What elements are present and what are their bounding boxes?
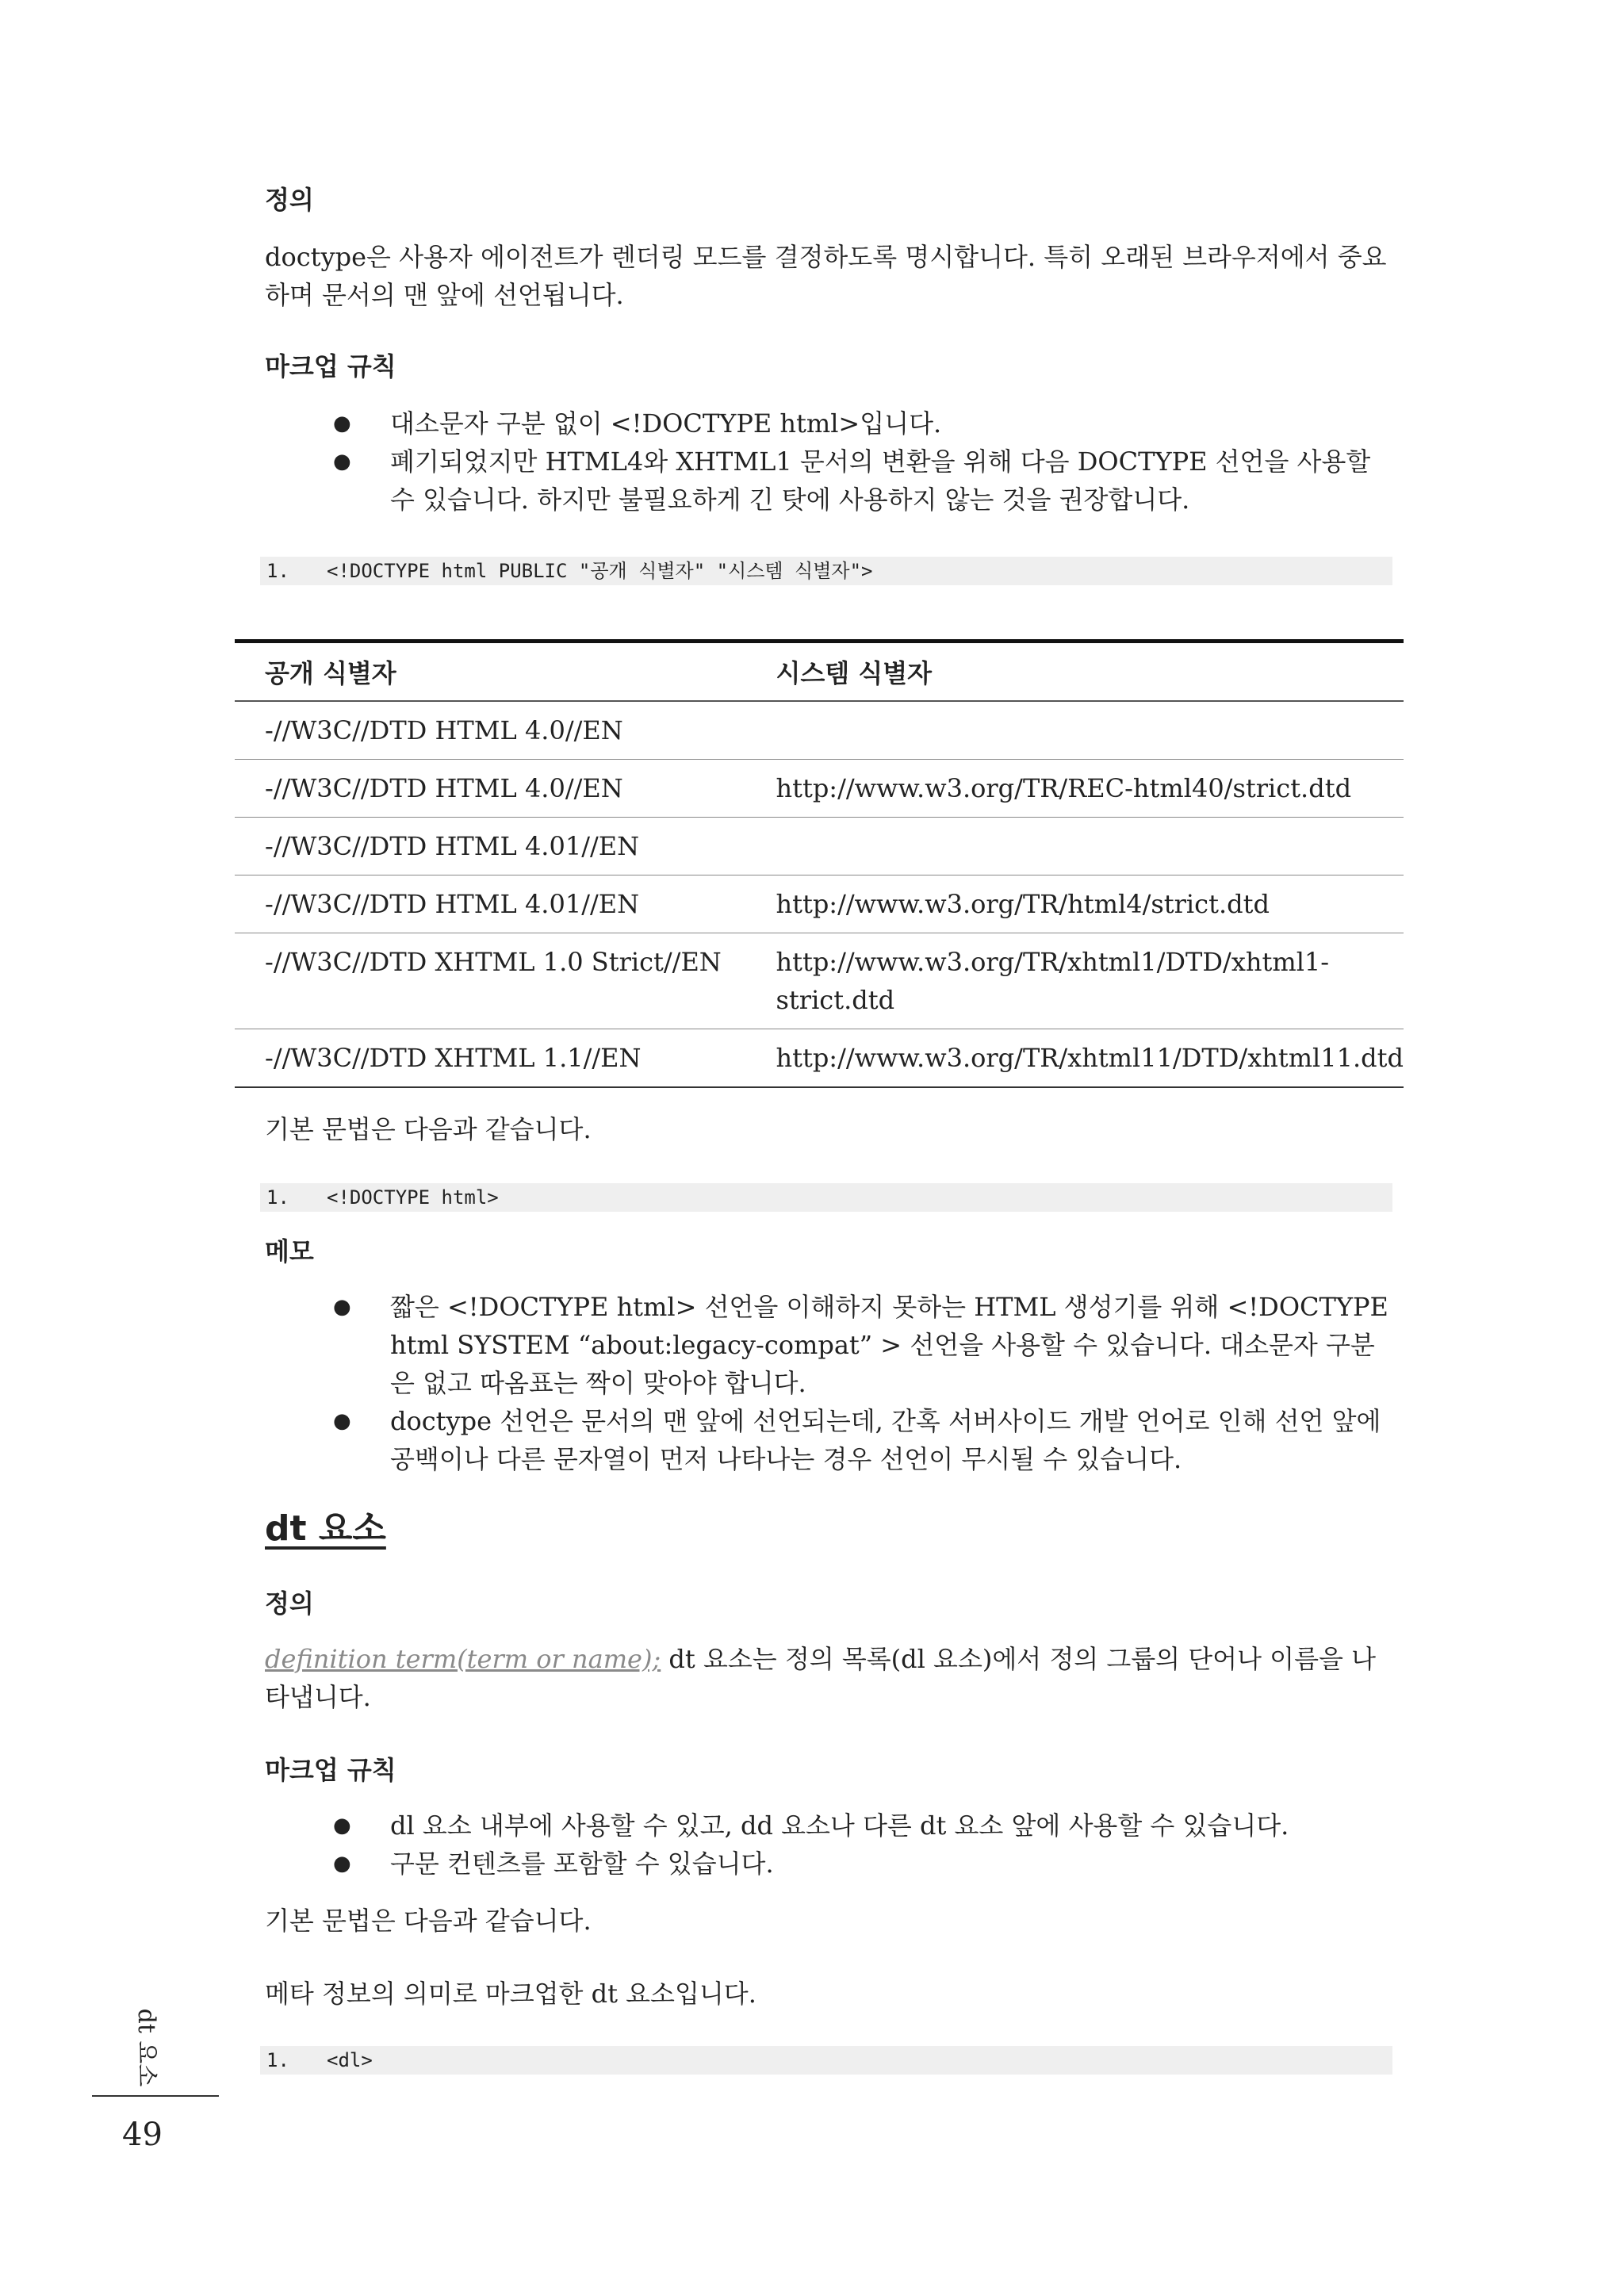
table-header-row xyxy=(235,642,1404,702)
table-header-public-id: 공개 식별자 xyxy=(235,642,745,702)
code-block-dl xyxy=(260,2046,1392,2075)
table-row xyxy=(235,933,1404,1029)
markup-rule-item: ● 구문 컨텐츠를 포함할 수 있습니다. xyxy=(333,1845,1391,1883)
memo-item: ● doctype 선언은 문서의 맨 앞에 선언되는데, 간혹 서버사이드 개발 언어로 인해 선언 앞에 공백이나 다른 문자열이 먼저 나타나는 경우 선언이 무시될 수 있습니다. xyxy=(333,1402,1391,1478)
doctype-identifier-table xyxy=(235,639,1404,1088)
basic-syntax-text: 기본 문법은 다음과 같습니다. xyxy=(265,1114,592,1144)
definition-text: doctype은 사용자 에이전트가 렌더링 모드를 결정하도록 명시합니다. 특히 오래된 브라우저에서 중요하며 문서의 맨 앞에 선언됩니다. xyxy=(265,242,1387,310)
system-id-cell: http://www.w3.org/TR/REC-html40/strict.dtd xyxy=(745,760,1404,818)
memo-list xyxy=(333,1288,1391,1478)
markup-rule-item: ● 대소문자 구분 없이 <!DOCTYPE html>입니다. xyxy=(333,404,1391,443)
dt-definition-heading: 정의 xyxy=(265,1588,314,1619)
code-line-number: 1. xyxy=(266,560,289,582)
code-block-doctype-html xyxy=(260,1183,1392,1212)
system-id-cell: http://www.w3.org/TR/html4/strict.dtd xyxy=(745,875,1404,933)
table-row xyxy=(235,760,1404,818)
memo-heading: 메모 xyxy=(265,1236,314,1266)
public-id-cell: -//W3C//DTD HTML 4.01//EN xyxy=(235,875,745,933)
markup-rule-item: ● 폐기되었지만 HTML4와 XHTML1 문서의 변환을 위해 다음 DOCTYPE 선언을 사용할 수 있습니다. 하지만 불필요하게 긴 탓에 사용하지 않는 것을 권장합니다. xyxy=(333,443,1391,519)
code-line-number: 1. xyxy=(266,1186,289,1209)
definition-heading: 정의 xyxy=(265,185,314,215)
public-id-cell: -//W3C//DTD XHTML 1.0 Strict//EN xyxy=(235,933,745,1029)
side-section-label xyxy=(133,2000,165,2095)
dt-definition-body: dt 요소는 정의 목록(dl 요소)에서 정의 그룹의 단어나 이름을 나타냅니다. xyxy=(265,1644,1376,1712)
markup-rules-heading: 마크업 규칙 xyxy=(265,351,396,381)
memo-item: ● 짧은 <!DOCTYPE html> 선언을 이해하지 못하는 HTML 생성기를 위해 <!DOCTYPE html SYSTEM “about:legacy-compat” > 선언을 사용할 수 있습니다. 대소문자 구분은 없고 따옴표는 짝이 맞아야 합니다. xyxy=(333,1288,1391,1402)
footer-divider xyxy=(92,2095,219,2097)
markup-rule-item: ● dl 요소 내부에 사용할 수 있고, dd 요소나 다른 dt 요소 앞에 사용할 수 있습니다. xyxy=(333,1806,1391,1845)
system-id-cell: http://www.w3.org/TR/xhtml1/DTD/xhtml1-strict.dtd xyxy=(745,933,1404,1029)
code-line-number: 1. xyxy=(266,2049,289,2071)
public-id-cell: -//W3C//DTD HTML 4.01//EN xyxy=(235,818,745,875)
code-line-text: <!DOCTYPE html PUBLIC "공개 식별자" "시스템 식별자"> xyxy=(327,560,873,582)
public-id-cell: -//W3C//DTD HTML 4.0//EN xyxy=(235,760,745,818)
code-line-text: <dl> xyxy=(327,2049,373,2071)
dt-markup-rules-heading: 마크업 규칙 xyxy=(265,1755,396,1785)
system-id-cell: http://www.w3.org/TR/xhtml11/DTD/xhtml11.dtd xyxy=(745,1029,1404,1088)
table-row xyxy=(235,818,1404,875)
table-row xyxy=(235,701,1404,760)
markup-rules-list xyxy=(333,404,1391,519)
system-id-cell xyxy=(745,701,1404,760)
system-id-cell xyxy=(745,818,1404,875)
code-line-text: <!DOCTYPE html> xyxy=(327,1186,499,1209)
dt-markup-rules-list xyxy=(333,1806,1391,1883)
public-id-cell: -//W3C//DTD HTML 4.0//EN xyxy=(235,701,745,760)
table-header-system-id: 시스템 식별자 xyxy=(745,642,1404,702)
dt-definition-text xyxy=(265,1640,1391,1716)
dt-basic-syntax-text: 기본 문법은 다음과 같습니다. xyxy=(265,1906,592,1936)
table-row xyxy=(235,1029,1404,1088)
definition-term-link[interactable]: definition term(term or name); xyxy=(265,1644,661,1674)
public-id-cell: -//W3C//DTD XHTML 1.1//EN xyxy=(235,1029,745,1088)
section-title-dt: dt 요소 xyxy=(265,1508,386,1549)
side-label-text: dt 요소 xyxy=(132,2008,160,2087)
table-row xyxy=(235,875,1404,933)
dt-meta-example-text: 메타 정보의 의미로 마크업한 dt 요소입니다. xyxy=(265,1979,756,2009)
page-number: 49 xyxy=(122,2117,163,2153)
code-block-doctype-public xyxy=(260,557,1392,585)
